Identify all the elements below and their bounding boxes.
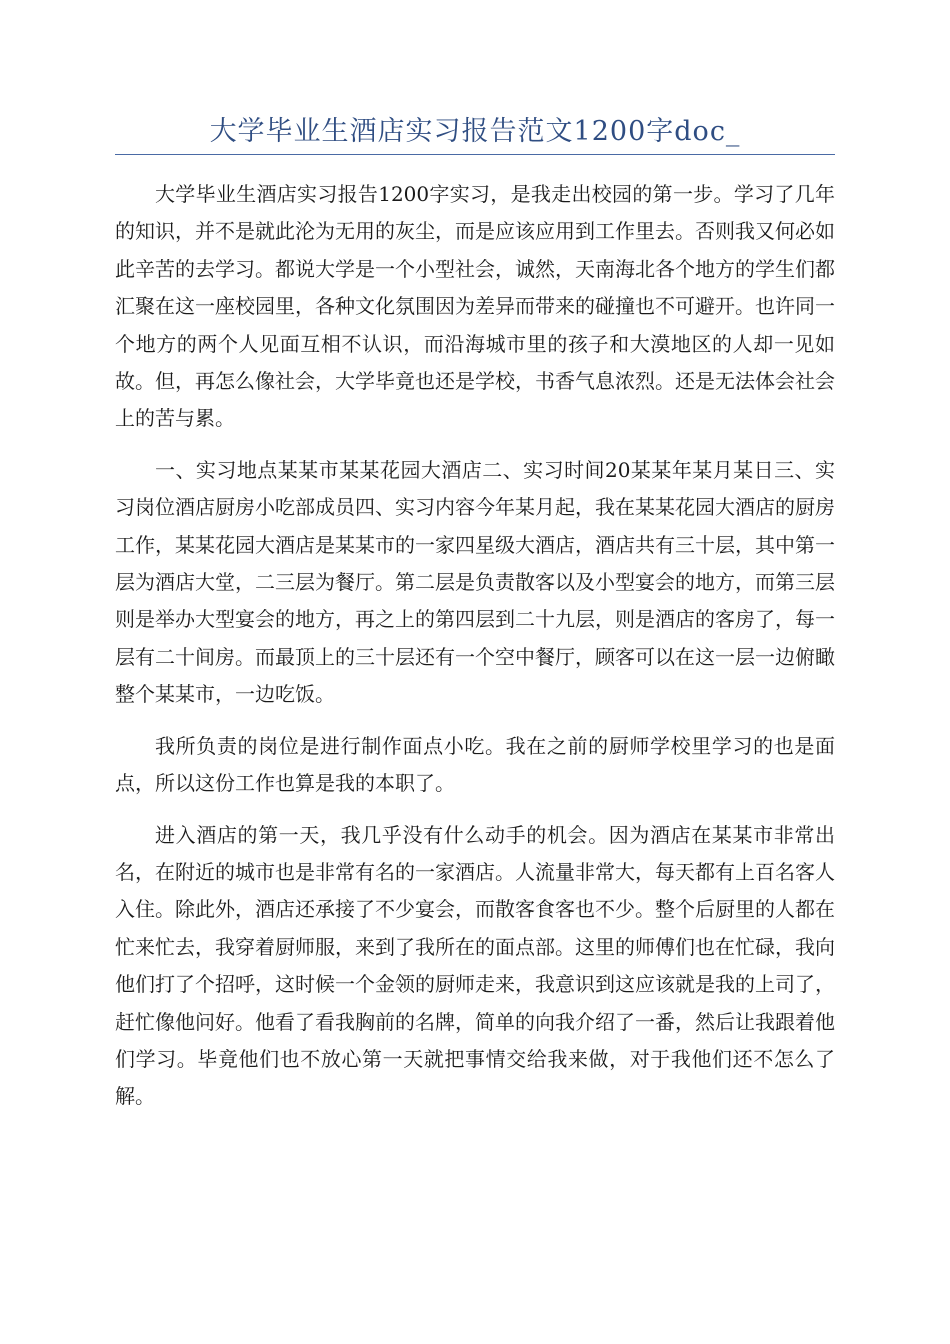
title-underline [115, 154, 835, 155]
paragraph-position: 我所负责的岗位是进行制作面点小吃。我在之前的厨师学校里学习的也是面点，所以这份工作也算是我的本职了。 [115, 733, 835, 796]
paragraph-first-day: 进入酒店的第一天，我几乎没有什么动手的机会。因为酒店在某某市非常出名，在附近的城市也是非常有名的一家酒店。人流量非常大，每天都有上百名客人入住。除此外，酒店还承接了不少宴会，而散客食客也不少。整个后厨里的人都在忙来忙去，我穿着厨师服，来到了我所在的面点部。这里的师傅们也在忙碌，我向他们打了个招呼，这时候一个金领的厨师走来，我意识到这应该就是我的上司了，赶忙像他问好。他看了看我胸前的名牌，简单的向我介绍了一番，然后让我跟着他们学习。毕竟他们也不放心第一天就把事情交给我来做，对于我他们还不怎么了解。 [115, 822, 835, 1109]
paragraph-intro: 大学毕业生酒店实习报告1200字实习，是我走出校园的第一步。学习了几年的知识，并不是就此沦为无用的灰尘，而是应该应用到工作里去。否则我又何必如此辛苦的去学习。都说大学是一个小型社会，诚然，天南海北各个地方的学生们都汇聚在这一座校园里，各种文化氛围因为差异而带来的碰撞也不可避开。也许同一个地方的两个人见面互相不认识，而沿海城市里的孩子和大漠地区的人却一见如故。但，再怎么像社会，大学毕竟也还是学校，书香气息浓烈。还是无法体会社会上的苦与累。 [115, 182, 835, 431]
document-title: 大学毕业生酒店实习报告范文1200字doc_ [209, 116, 741, 147]
paragraph-internship-details: 一、实习地点某某市某某花园大酒店二、实习时间20某某年某月某日三、实习岗位酒店厨房小吃部成员四、实习内容今年某月起，我在某某花园大酒店的厨房工作，某某花园大酒店是某某市的一家四星级大酒店，酒店共有三十层，其中第一层为酒店大堂，二三层为餐厅。第二层是负责散客以及小型宴会的地方，而第三层则是举办大型宴会的地方，再之上的第四层到二十九层，则是酒店的客房了，每一层有二十间房。而最顶上的三十层还有一个空中餐厅，顾客可以在这一层一边俯瞰整个某某市，一边吃饭。 [115, 457, 835, 707]
document-body [115, 176, 835, 1130]
